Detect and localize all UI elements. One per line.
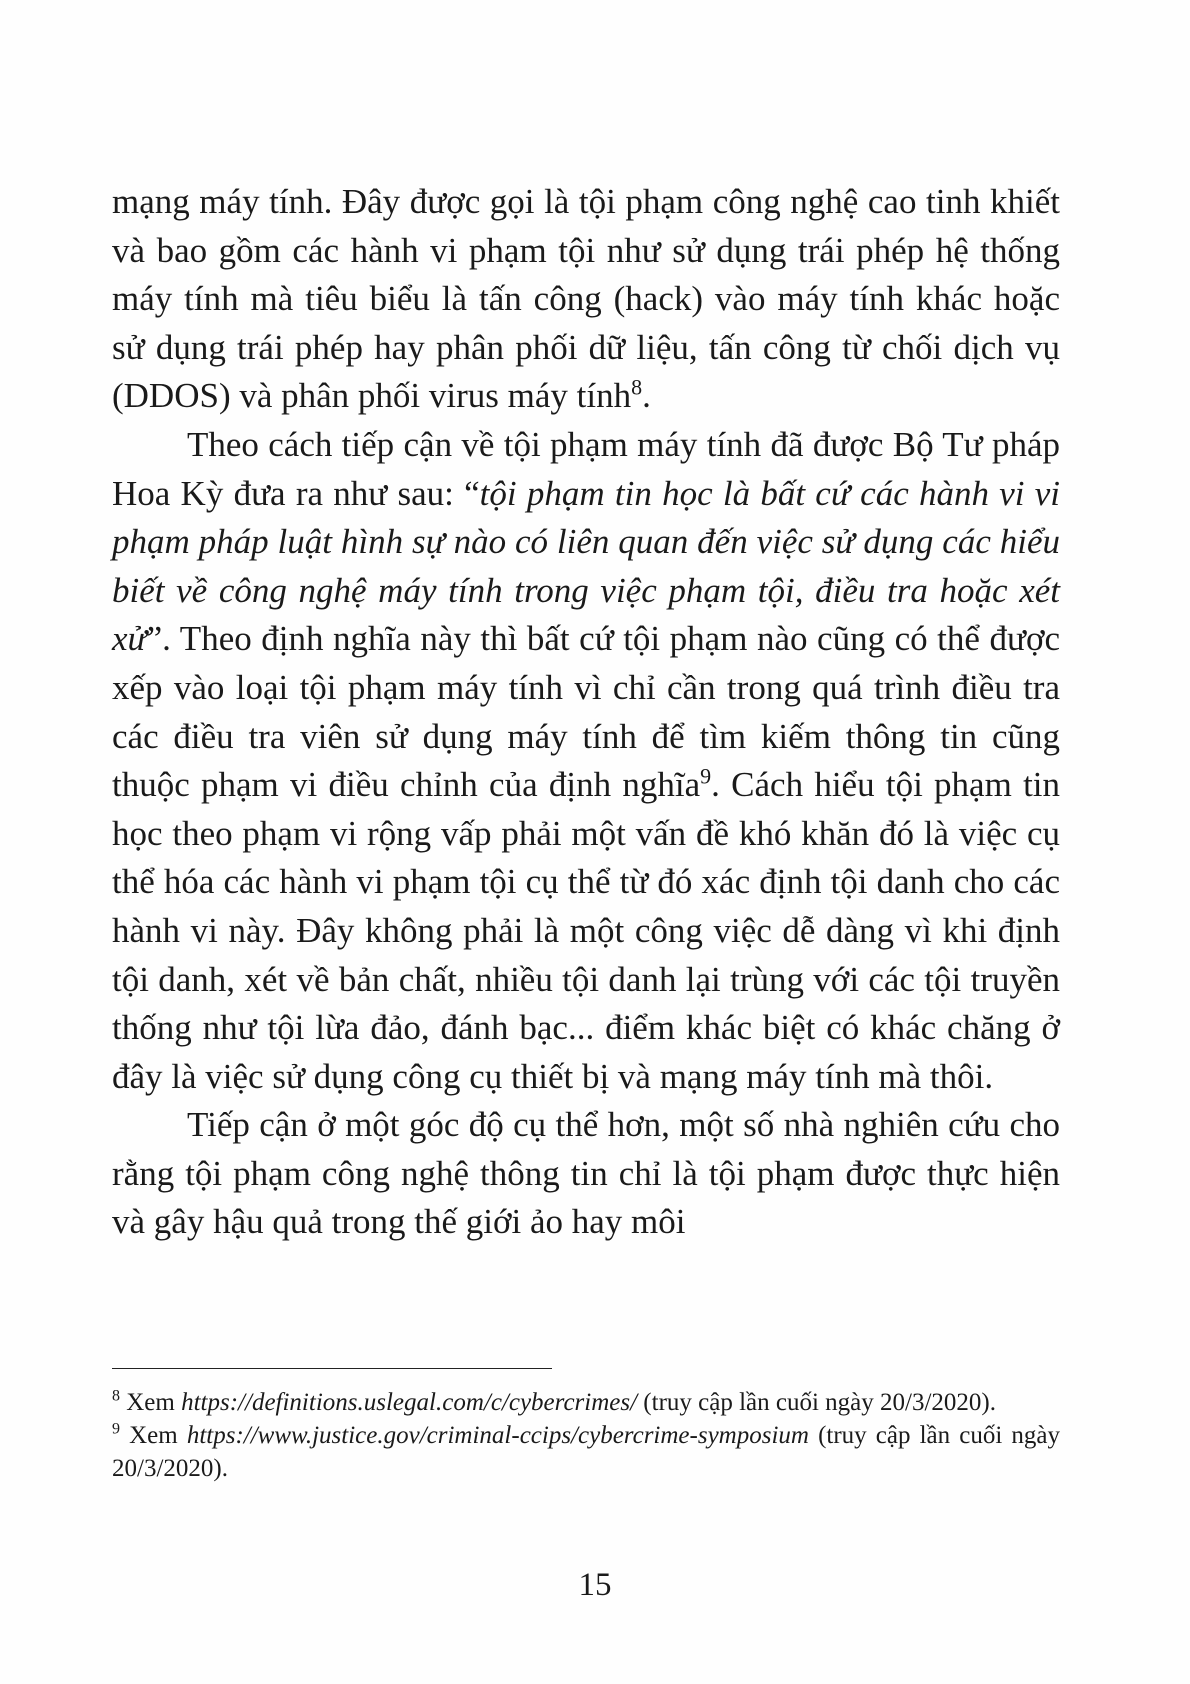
text-run: Xem: [120, 1389, 182, 1416]
footnote-9: [112, 1419, 1060, 1485]
paragraph-1: [112, 178, 1060, 421]
footnote-ref: 8: [112, 1387, 120, 1405]
text-run: mạng máy tính. Đây được gọi là tội phạm công nghệ cao tinh khiết và bao gồm các hành vi phạm tội như sử dụng trái phép hệ thống máy tính mà tiêu biểu là tấn công (hack) vào máy tính khác hoặc sử dụng trái phép hay phân phối dữ liệu, tấn công từ chối dịch vụ (DDOS) và phân phối virus máy tính: [112, 182, 1060, 416]
text-run: (truy cập lần cuối ngày 20/3/2020).: [112, 1422, 1061, 1482]
italic-text: https://definitions.uslegal.com/c/cybercrimes/: [181, 1389, 638, 1416]
footnote-ref: 8: [631, 374, 643, 400]
footnotes: [112, 1386, 1060, 1485]
italic-text: https://www.justice.gov/criminal-ccips/cybercrime-symposium: [186, 1422, 809, 1449]
paragraph-3: [112, 1101, 1060, 1247]
text-run: (truy cập lần cuối ngày 20/3/2020).: [637, 1389, 996, 1416]
text-run: ”. Theo định nghĩa này thì bất cứ tội phạm nào cũng có thể được xếp vào loại tội phạm máy tính vì chỉ cần trong quá trình điều tra các điều tra viên sử dụng máy tính để tìm kiếm thông tin cũng thuộc phạm vi điều chỉnh của định nghĩa: [112, 619, 1060, 805]
footnote-8: [112, 1386, 1060, 1419]
body-text: [112, 178, 1060, 1247]
footnote-ref: 9: [112, 1420, 120, 1438]
italic-text: tội phạm tin học là bất cứ các hành vi vi phạm pháp luật hình sự nào có liên quan đến việc sử dụng các hiểu biết về công nghệ máy tính trong việc phạm tội, điều tra hoặc xét xử: [112, 473, 1060, 659]
page-number: 15: [578, 1567, 612, 1603]
text-run: Tiếp cận ở một góc độ cụ thể hơn, một số nhà nghiên cứu cho rằng tội phạm công nghệ thông tin chỉ là tội phạm được thực hiện và gây hậu quả trong thế giới ảo hay môi: [112, 1105, 1060, 1242]
footnote-separator: [112, 1368, 552, 1369]
footnote-ref: 9: [700, 763, 712, 789]
text-run: Theo cách tiếp cận về tội phạm máy tính đã được Bộ Tư pháp Hoa Kỳ đưa ra như sau: “: [112, 424, 1060, 513]
text-run: Xem: [120, 1422, 187, 1449]
paragraph-2: [112, 421, 1060, 1101]
text-run: .: [642, 376, 651, 416]
text-run: . Cách hiểu tội phạm tin học theo phạm vi rộng vấp phải một vấn đề khó khăn đó là việc cụ thể hóa các hành vi phạm tội cụ thể từ đó xác định tội danh cho các hành vi này. Đây không phải là một công việc dễ dàng vì khi định tội danh, xét về bản chất, nhiều tội danh lại trùng với các tội truyền thống như tội lừa đảo, đánh bạc... điểm khác biệt có khác chăng ở đây là việc sử dụng công cụ thiết bị và mạng máy tính mà thôi.: [112, 765, 1061, 1096]
